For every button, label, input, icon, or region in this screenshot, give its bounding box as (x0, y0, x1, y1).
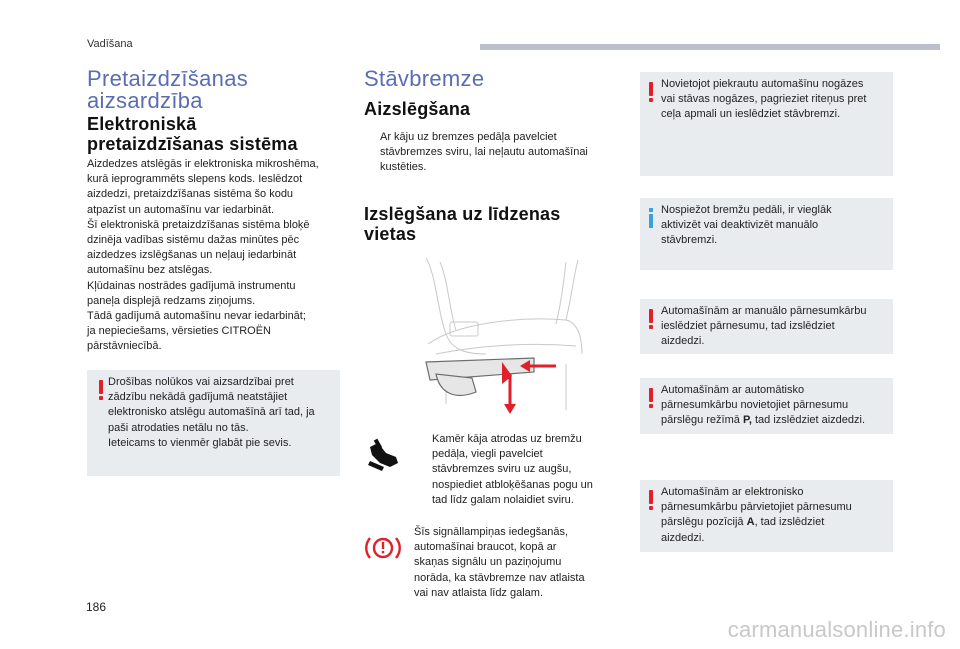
body-line: kurā ieprogrammēts slepens kods. Ieslēdzot (87, 173, 303, 186)
section-header-label: Vadīšana (87, 38, 133, 50)
immobiliser-title (87, 68, 248, 112)
warning-line: zādzību nekādā gadījumā neatstājiet (108, 391, 288, 404)
section-header-bar (480, 44, 940, 50)
warning-line: elektronisko atslēgu automašīnā arī tad, ja (108, 406, 315, 419)
gear-position-p: P, (742, 414, 752, 427)
brake-pedal-tip-note (640, 198, 893, 270)
body-line: aizdedzes izslēgšanas un neļauj iedarbināt (87, 249, 297, 262)
note-line: Automašīnām ar elektronisko (661, 486, 804, 498)
text-line: skaņas signālu un paziņojumu (414, 556, 562, 569)
info-icon (649, 208, 653, 228)
bullet-line: pedāļa, viegli pavelciet (432, 448, 543, 461)
note-line: aizdedzi. (661, 335, 705, 348)
bullet-line: stāvbremzes sviru uz augšu, (432, 463, 572, 476)
bullet-line: Kamēr kāja atrodas uz bremžu (432, 433, 582, 445)
note-text: pārslēgu pozīcijā (661, 516, 747, 529)
warning-exclamation-icon (649, 82, 653, 102)
applying-subtitle: Aizslēgšana (364, 99, 471, 119)
bullet-line: stāvbremzes sviru, lai neļautu automašīnai (380, 146, 588, 159)
body-line: Kļūdainas nostrādes gadījumā instrumentu (87, 279, 296, 292)
immobiliser-body (87, 157, 347, 355)
manual-gearbox-note (640, 299, 893, 354)
note-line: pārnesumkārbu pārvietojiet pārnesumu (661, 501, 852, 514)
foot-on-pedal-icon (364, 437, 402, 475)
parking-brake-lever-illustration (416, 254, 588, 418)
key-safety-warning-box (87, 370, 340, 476)
body-line: pārstāvniecībā. (87, 340, 162, 353)
parking-brake-title: Stāvbremze (364, 66, 485, 91)
body-line: atpazīst un automašīnu var iedarbināt. (87, 203, 275, 216)
bullet-line: Ar kāju uz bremzes pedāļa pavelciet (380, 131, 557, 143)
text-line: Šīs signāllampiņas iedegšanās, (414, 526, 569, 538)
note-line: stāvbremzi. (661, 234, 718, 247)
slope-parking-note (640, 72, 893, 176)
subtitle-line: pretaizdzīšanas sistēma (87, 134, 298, 154)
body-line: automašīnu bez atslēgas. (87, 264, 213, 277)
note-line: Nospiežot bremžu pedāli, ir vieglāk (661, 204, 832, 216)
warning-line: paši atrodaties netālu no tās. (108, 421, 249, 434)
note-text: pārslēgu režīmā (661, 414, 740, 427)
title-line: aizsardzība (87, 88, 203, 113)
body-line: aizdedzi, pretaizdzīšanas sistēma šo kodu (87, 188, 294, 201)
body-line: paneļa displejā redzams ziņojums. (87, 294, 256, 307)
warning-line: Drošības nolūkos vai aizsardzībai pret (108, 376, 294, 388)
subtitle-line: vietas (364, 224, 417, 244)
bullet-line: kustēties. (380, 161, 427, 174)
page-number: 186 (86, 600, 107, 614)
warning-exclamation-icon (99, 380, 103, 400)
warning-exclamation-icon (649, 388, 653, 408)
note-line: Novietojot piekrautu automašīnu nogāzes (661, 78, 864, 90)
note-line: pārnesumkārbu novietojiet pārnesumu (661, 399, 849, 412)
warning-light-text (414, 525, 614, 601)
applying-instructions (380, 130, 620, 176)
note-line: vai stāvas nogāzes, pagrieziet riteņus pret (661, 93, 867, 106)
note-text: tad izslēdziet aizdedzi. (751, 414, 866, 427)
watermark: carmanualsonline.info (727, 617, 946, 642)
body-line: ja nepieciešams, vērsieties CITROËN (87, 325, 272, 338)
note-line: ieslēdziet pārnesumu, tad izslēdziet (661, 320, 835, 333)
note-line: aizdedzi. (661, 531, 705, 544)
bullet-line: nospiediet atbloķēšanas pogu un (432, 478, 593, 491)
note-line (661, 515, 893, 530)
text-line: vai nav atlaista līdz galam. (414, 586, 544, 599)
brake-warning-light-icon (364, 533, 402, 563)
automatic-gearbox-note (640, 378, 893, 434)
note-line: aktivizēt vai deaktivizēt manuālo (661, 219, 819, 232)
body-line: dzinēja vadības sistēmu dažas minūtes pēc (87, 234, 300, 247)
title-line: Pretaizdzīšanas (87, 66, 249, 91)
releasing-instructions (432, 432, 622, 508)
note-text: , tad izslēdziet (754, 516, 825, 529)
bullet-line: tad līdz galam nolaidiet sviru. (432, 493, 574, 506)
releasing-level-subtitle (364, 204, 560, 244)
subtitle-line: Elektroniskā (87, 114, 197, 134)
text-line: automašīnai braucot, kopā ar (414, 541, 557, 554)
electronic-immobiliser-subtitle (87, 114, 298, 154)
note-line: ceļa apmali un ieslēdziet stāvbremzi. (661, 108, 841, 121)
text-line: norāda, ka stāvbremze nav atlaista (414, 571, 585, 584)
gear-position-a: A (746, 516, 755, 529)
warning-exclamation-icon (649, 490, 653, 510)
note-line: Automašīnām ar manuālo pārnesumkārbu (661, 305, 867, 317)
subtitle-line: Izslēgšana uz līdzenas (364, 204, 561, 224)
body-line: Šī elektroniskā pretaizdzīšanas sistēma bloķē (87, 218, 310, 231)
warning-line: Ieteicams to vienmēr glabāt pie sevis. (108, 436, 292, 449)
body-line: Tādā gadījumā automašīnu nevar iedarbināt; (87, 310, 306, 323)
note-line: Automašīnām ar automātisko (661, 384, 805, 396)
warning-exclamation-icon (649, 309, 653, 329)
note-line (661, 413, 893, 428)
body-line: Aizdedzes atslēgās ir elektroniska mikroshēma, (87, 158, 319, 170)
electronic-gearbox-note (640, 480, 893, 552)
